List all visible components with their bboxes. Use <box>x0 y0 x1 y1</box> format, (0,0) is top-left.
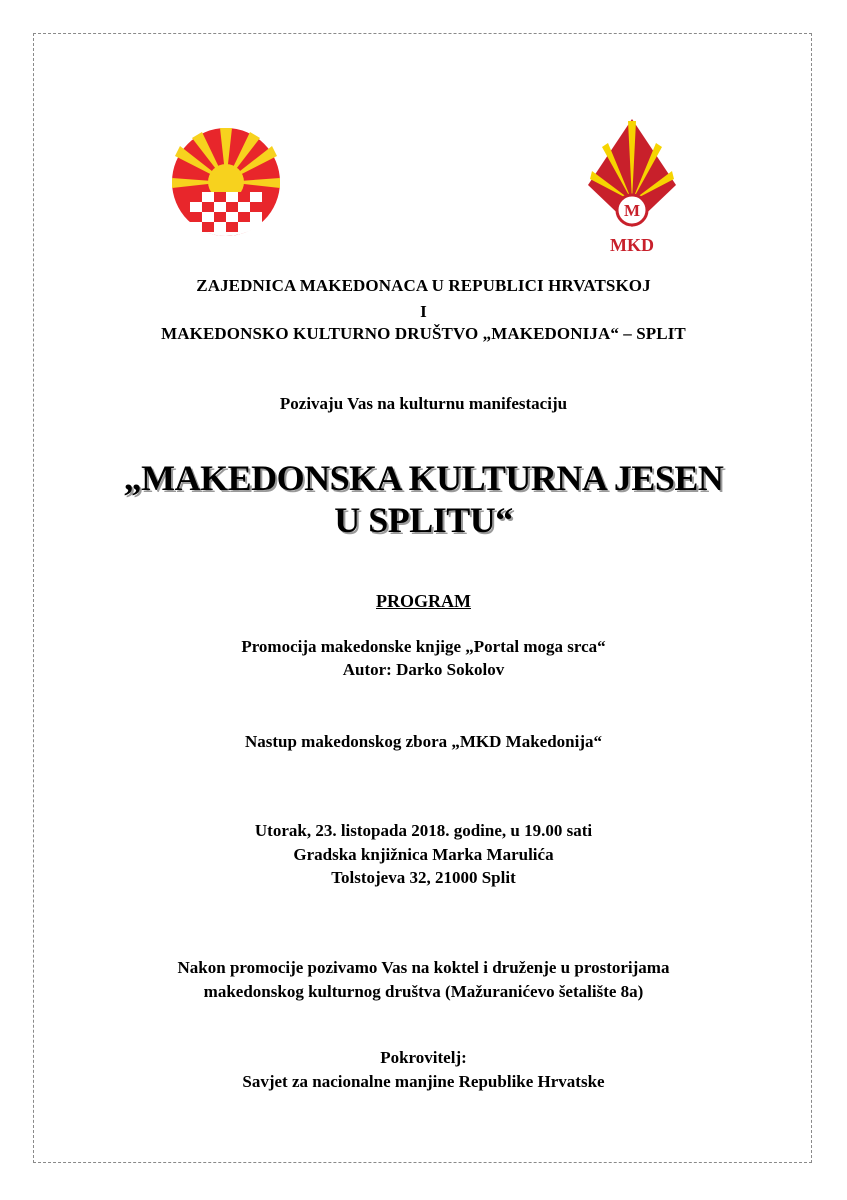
program-item-choir: Nastup makedonskog zbora „MKD Makedonija“ <box>244 732 603 751</box>
organizer-1: ZAJEDNICA MAKEDONACA U REPUBLICI HRVATSKOJ <box>196 276 651 295</box>
event-date: Utorak, 23. listopada 2018. godine, u 19.00 sati <box>254 821 593 840</box>
patron-name: Savjet za nacionalne manjine Republike Hrvatske <box>242 1072 605 1091</box>
organizer-conjunction: I <box>420 302 427 321</box>
patron-label: Pokrovitelj: <box>380 1048 467 1067</box>
event-venue: Gradska knjižnica Marka Marulića <box>293 845 554 864</box>
event-address: Tolstojeva 32, 21000 Split <box>331 868 516 887</box>
event-title-line-1: „MAKEDONSKA KULTURNA JESEN <box>123 458 724 498</box>
invitation-text: Pozivaju Vas na kulturnu manifestaciju <box>279 394 568 413</box>
mkd-logo <box>584 117 680 257</box>
mkd-logo-initial: M <box>623 201 641 220</box>
after-event-line-1: Nakon promocije pozivamo Vas na koktel i druženje u prostorijama <box>177 958 670 977</box>
community-logo <box>170 126 282 244</box>
program-item-book: Promocija makedonske knjige „Portal moga srca“ <box>241 637 606 656</box>
organizer-2: MAKEDONSKO KULTURNO DRUŠTVO „MAKEDONIJA“ – SPLIT <box>161 324 686 343</box>
program-heading: PROGRAM <box>376 591 471 611</box>
event-title-line-2: U SPLITU“ <box>334 500 513 540</box>
program-item-author: Autor: Darko Sokolov <box>342 660 505 679</box>
after-event-line-2: makedonskog kulturnog društva (Mažuranićevo šetalište 8a) <box>203 982 644 1001</box>
mkd-logo-label: MKD <box>610 235 654 255</box>
